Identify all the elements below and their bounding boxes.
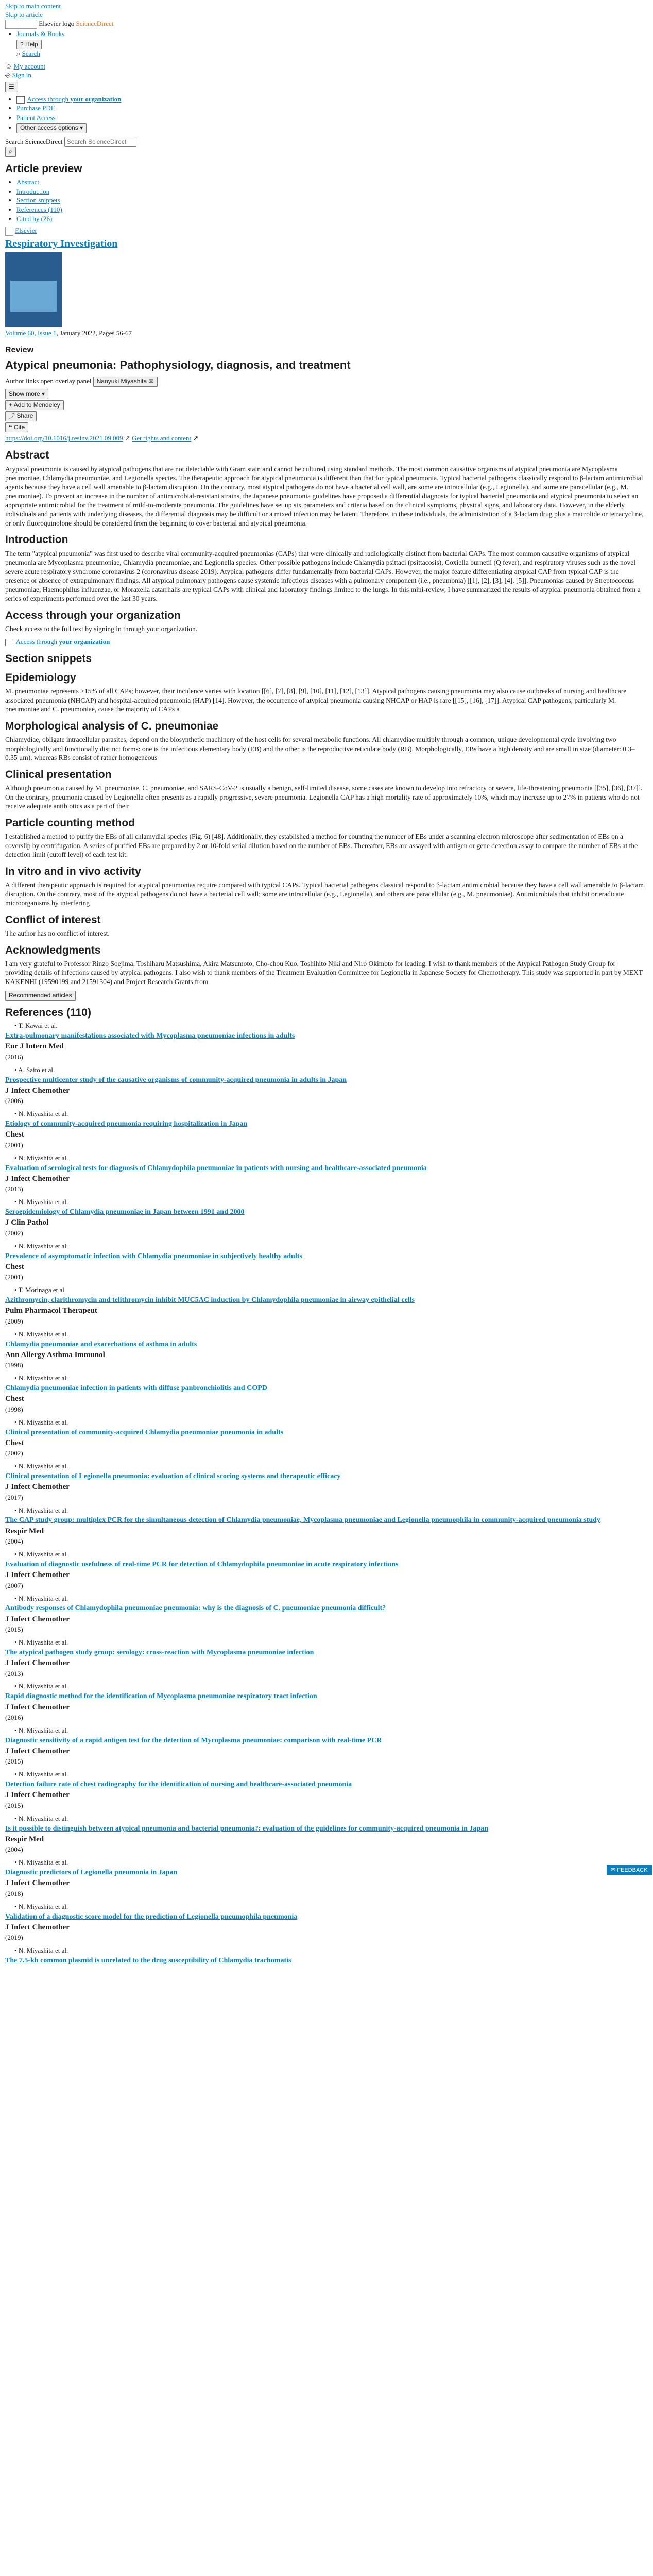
search-link[interactable]: Search: [22, 49, 40, 58]
reference-year: (1998): [5, 1405, 23, 1413]
reference-journal: Chest: [5, 1438, 24, 1447]
reference-title-link[interactable]: Detection failure rate of chest radiography for the identification of nursing and healthcare-associated pneumonia: [5, 1781, 352, 1789]
snippet-text: I established a method to purify the EBs of all chlamydial species (Fig. 6) [48]. Additionally, they established a method for counting the number of EBs under a scanning electron microscope after sedimentation of EBs on a coverslip by centrifugation. A series of purified EBs are prepared by 2 or 10-fold serial dilution based on the number of EBs. Thereafter, EBs are assayed with antigen or gene detection assay to compare the number of EBs at the detection limit (cutoff level) of each test kit.: [5, 833, 638, 859]
reference-item: [5, 1858, 644, 1898]
reference-item: [5, 1462, 644, 1502]
skip-to-article-link[interactable]: Skip to article: [5, 10, 43, 19]
access-options: [16, 95, 644, 113]
institution-icon: [5, 639, 13, 646]
reference-author: • N. Miyashita et al.: [14, 1638, 68, 1646]
reference-author: • T. Morinaga et al.: [14, 1286, 66, 1294]
article-type: Review: [5, 346, 34, 355]
toc-abstract[interactable]: • Abstract: [16, 178, 644, 187]
snippet-heading: Epidemiology: [5, 672, 76, 684]
reference-item: [5, 1550, 644, 1590]
reference-title-link[interactable]: Rapid diagnostic method for the identification of Mycoplasma pneumoniae respiratory tract infection: [5, 1692, 317, 1701]
publisher-link[interactable]: Elsevier: [15, 227, 37, 235]
reference-list: [5, 1022, 644, 1965]
patient-access-item[interactable]: • Patient Access: [16, 114, 644, 123]
journal-cover[interactable]: [5, 252, 62, 327]
cite-button[interactable]: ❝ Cite: [5, 422, 28, 433]
journal-title[interactable]: Respiratory Investigation: [5, 238, 118, 250]
article-preview-heading: Article preview: [5, 163, 82, 175]
main-nav: [16, 30, 644, 39]
reference-year: (2009): [5, 1317, 23, 1325]
account-row: [5, 62, 644, 71]
reference-item: [5, 1815, 644, 1854]
reference-author: • N. Miyashita et al.: [14, 1858, 68, 1867]
access-text: Check access to the full text by signing in through your organization.: [5, 625, 198, 633]
snippet-heading: In vitro and in vivo activity: [5, 865, 141, 877]
reference-author: • N. Miyashita et al.: [14, 1374, 68, 1382]
reference-item: [5, 1726, 644, 1766]
reference-item: [5, 1418, 644, 1458]
reference-year: (2007): [5, 1581, 23, 1589]
elsevier-logo[interactable]: [5, 20, 37, 29]
reference-journal: J Infect Chemother: [5, 1923, 70, 1931]
nav-journals-books[interactable]: • Journals & Books: [16, 30, 644, 39]
publisher-logo-row: [5, 227, 644, 236]
reference-author: • N. Miyashita et al.: [14, 1110, 68, 1118]
reference-item: [5, 1946, 644, 1965]
abstract-heading: Abstract: [5, 449, 49, 462]
reference-year: (2013): [5, 1669, 23, 1677]
author-row: [5, 377, 644, 387]
purchase-pdf-item[interactable]: • Purchase PDF: [16, 104, 644, 113]
share-button[interactable]: ⤴ Share: [5, 411, 37, 421]
search-icon: ⌕: [16, 49, 21, 58]
reference-year: (2015): [5, 1625, 23, 1634]
reference-year: (2019): [5, 1934, 23, 1942]
snippet-text: Chlamydiae, obligate intracellular parasites, depend on the biosynthetic machinery of the host cells for several metabolic functions. All chlamydiae multiply through a common, unique developmental cycle involving two morphologically and functionally distinct forms: one is the infectious elementary body (EB) and the other is the reproductive reticulate body (RB). Morphologically, EBs have a high density and are small in size (diameter: 0.3–0.35 μm), whereas RBs consist of rather homogeneous: [5, 736, 635, 762]
chevron-down-icon: ▾: [80, 124, 83, 132]
reference-journal: J Infect Chemother: [5, 1571, 70, 1580]
snippet-text: The author has no conflict of interest.: [5, 929, 110, 938]
sciencedirect-wordmark[interactable]: ScienceDirect: [76, 19, 114, 27]
reference-journal: J Infect Chemother: [5, 1747, 70, 1755]
article-preview-toc: [16, 178, 644, 224]
reference-year: (2001): [5, 1141, 23, 1149]
snippet-heading: Clinical presentation: [5, 768, 112, 781]
skip-links: [5, 2, 644, 20]
reference-journal: Respir Med: [5, 1527, 44, 1535]
search-submit-button[interactable]: [5, 147, 16, 157]
reference-author: • N. Miyashita et al.: [14, 1946, 68, 1955]
reference-year: (2004): [5, 1845, 23, 1854]
reference-item: [5, 1154, 644, 1194]
reference-journal: Pulm Pharmacol Therapeut: [5, 1307, 97, 1315]
reference-journal: J Infect Chemother: [5, 1879, 70, 1888]
reference-author: • N. Miyashita et al.: [14, 1506, 68, 1514]
reference-title-link[interactable]: Evaluation of diagnostic usefulness of real-time PCR for detection of Chlamydophila pneumoniae in acute respiratory infections: [5, 1560, 399, 1568]
access-through-button[interactable]: Access through your organization: [5, 638, 644, 647]
reference-title-link[interactable]: Chlamydia pneumoniae and exacerbations of asthma in adults: [5, 1340, 197, 1348]
journal-issue: Volume 60, Issue 1, January 2022, Pages 56-67: [5, 329, 132, 337]
reference-journal: J Infect Chemother: [5, 1659, 70, 1668]
reference-item: [5, 1242, 644, 1282]
reference-title-link[interactable]: Validation of a diagnostic score model for the prediction of Legionella pneumophila pneumonia: [5, 1912, 298, 1921]
reference-journal: J Infect Chemother: [5, 1615, 70, 1623]
reference-author: • N. Miyashita et al.: [14, 1902, 68, 1910]
reference-year: (2015): [5, 1801, 23, 1809]
menu-row: [5, 82, 644, 92]
publisher-logo[interactable]: [5, 227, 13, 236]
sign-in-link[interactable]: Sign in: [12, 71, 31, 79]
snippet-heading: Conflict of interest: [5, 913, 101, 926]
snippet-heading: Acknowledgments: [5, 944, 101, 956]
site-header: [5, 20, 644, 92]
access-institution-item[interactable]: • Access through your organization: [16, 95, 644, 104]
snippets-heading: Section snippets: [5, 652, 92, 665]
reference-year: (2016): [5, 1714, 23, 1722]
reference-author: • N. Miyashita et al.: [14, 1154, 68, 1162]
reference-author: • N. Miyashita et al.: [14, 1198, 68, 1206]
reference-title-link[interactable]: Prospective multicenter study of the causative organisms of community-acquired pneumonia in adults in Japan: [5, 1076, 347, 1084]
reference-journal: J Infect Chemother: [5, 1174, 70, 1183]
help-button[interactable]: ? Help: [16, 40, 42, 50]
reference-year: (2016): [5, 1053, 23, 1061]
other-access-button[interactable]: Other access options ▾: [16, 123, 87, 133]
reference-item: [5, 1770, 644, 1810]
my-account-link[interactable]: My account: [13, 62, 46, 71]
reference-item: [5, 1066, 644, 1106]
reference-item: [5, 1595, 644, 1634]
reference-item: [5, 1682, 644, 1722]
volume-link[interactable]: Volume 60, Issue 1: [5, 329, 57, 337]
reference-title-link[interactable]: Extra-pulmonary manifestations associated with Mycoplasma pneumoniae infections in adults: [5, 1032, 295, 1040]
access-heading: Access through your organization: [5, 609, 181, 622]
reference-year: (2002): [5, 1449, 23, 1458]
toc-cited-by[interactable]: • Cited by (26): [16, 215, 644, 224]
reference-author: • N. Miyashita et al.: [14, 1330, 68, 1338]
snippet-text: A different therapeutic approach is required for atypical pneumonias require compared with typical CAPs. Typical bacterial pathogens classical respond to β-lactam antimicrobial because they have a cell wall amenable to β-lactam disruption. On the contrary, most of the atypical pathogens do not have a bacterial cell wall; some are intracellular (e.g., Legionella), and others are paracellular (e.g., M. pneumoniae). Antimicrobials that inhibit or eradicate microorganisms by interfering: [5, 881, 644, 907]
reference-journal: J Clin Pathol: [5, 1218, 49, 1227]
introduction-text: The term "atypical pneumonia" was first used to describe viral community-acquired pneumonias (CAPs) that were clinically and radiologically distinct from bacterial CAPs. The most common causative organisms of atypical pneumonia are Mycoplasma pneumoniae, Chlamydia pneumoniae, and Legionella species. Other possible pathogens include Chlamydia psittaci (psittacosis), Coxiella burnetii (Q fever), and respiratory viruses such as the novel severe acute respiratory syndrome coronavirus 2 (coronavirus disease 2019). Atypical pathogens differ fundamentally from bacterial CAPs. However, the major feature differentiating atypical CAP from typical CAP is the presence or absence of extrapulmonary findings. All atypical pulmonary pathogens cause systemic infectious diseases with a pulmonary component (i.e., pneumonia) [[1], [2], [3], [4], [5]]. Pneumonias caused by Streptococcus pneumoniae, Haemophilus influenzae, or Moraxella catarrhalis are typical CAPs with clinical and laboratory findings limited to the lungs. In this mini-review, I have summarized the results of atypical pneumonia obtained from a series of experiments performed over the last 30 years.: [5, 549, 641, 603]
snippet-heading: Morphological analysis of C. pneumoniae: [5, 720, 219, 732]
signin-row: [5, 71, 644, 80]
introduction-heading: Introduction: [5, 534, 68, 546]
reference-journal: Ann Allergy Asthma Immunol: [5, 1350, 105, 1359]
external-link-icon: ↗: [193, 434, 199, 443]
quote-icon: ❝: [9, 423, 12, 431]
abstract-text: Atypical pneumonia is caused by atypical pathogens that are not detectable with Gram stain and cannot be cultured using standard methods. The most common causative organisms of atypical pneumonia are Mycoplasma pneumoniae, Chlamydia pneumoniae, and Legionella species. The therapeutic approach for atypical pneumonia is different than that for typical pneumonia. Typical bacterial pathogens classically respond to β-lactam antimicrobial agents because they have a cell wall amenable to β-lactam disruption. On the contrary, most atypical pathogens do not have a bacterial cell wall, are some are intracellular (e.g., Legionella), and some are paracellular (e.g., M. pneumoniae). To prevent an increase in the number of antimicrobial-resistant strains, the Japanese pneumonia guidelines have proposed a differential diagnosis for typical bacterial pneumonia and atypical pneumonia to select an appropriate antimicrobial for the treatment of mild-to-moderate pneumonia. The guidelines have set up six parameters and criteria based on the clinical symptoms, physical signs, and laboratory data. However, in the elderly individuals and patients with underlying diseases, the differential diagnosis may be difficult or a mixed infection may be latent. Therefore, in these individuals, the administration of a β-lactam drug plus a macrolide or tetracycline, or only fluoroquinolone should be considered from the beginning to cover bacterial and atypical pneumonia.: [5, 465, 644, 527]
snippet-text: I am very grateful to Professor Rinzo Soejima, Toshiharu Matsushima, Akira Matsumoto, Cho-chou Kuo, Toshihito Niki and Niro Okimoto for leading. I wish to thank members of the Atypical Pathogen Study Group for providing details of infections caused by atypical pathogens. I also wish to thank members of the Treatment Evaluation Committee for Legionella in Japanese Society for Chemotherapy. This study was supported in part by MEXT KAKENHI (19590199 and 21591304) and Project Research Grants from: [5, 959, 643, 986]
toc-references[interactable]: • References (110): [16, 206, 644, 214]
article-tools: [5, 389, 644, 432]
reference-title-link[interactable]: Antibody responses of Chlamydophila pneumoniae pneumonia: why is the diagnosis of C. pneumoniae pneumonia difficult?: [5, 1604, 386, 1613]
reference-journal: Eur J Intern Med: [5, 1042, 64, 1051]
reference-title-link[interactable]: Evaluation of serological tests for diagnosis of Chlamydophila pneumoniae in patients with nursing and healthcare-associated pneumonia: [5, 1164, 427, 1172]
reference-title-link[interactable]: The CAP study group: multiplex PCR for the simultaneous detection of Chlamydia pneumoniae, Mycoplasma pneumoniae and Legionella pneumophila in community-acquired pneumonia study: [5, 1516, 600, 1524]
search-sd-label: Search ScienceDirect: [5, 137, 63, 145]
reference-item: [5, 1110, 644, 1149]
reference-title-link[interactable]: Diagnostic predictors of Legionella pneumonia in Japan: [5, 1869, 178, 1877]
doi-link[interactable]: https://doi.org/10.1016/j.resinv.2021.09.009: [5, 434, 123, 443]
user-icon: ☺: [5, 62, 12, 71]
reference-author: • N. Miyashita et al.: [14, 1594, 68, 1602]
chevron-down-icon: ▾: [42, 390, 45, 398]
reference-author: • N. Miyashita et al.: [14, 1682, 68, 1690]
reference-author: • N. Miyashita et al.: [14, 1814, 68, 1822]
skip-to-main-link[interactable]: Skip to main content: [5, 2, 61, 10]
reference-item: [5, 1022, 644, 1061]
reference-title-link[interactable]: Seroepidemiology of Chlamydia pneumoniae in Japan between 1991 and 2000: [5, 1208, 245, 1216]
reference-title-link[interactable]: The 7.5-kb common plasmid is unrelated to the drug susceptibility of Chlamydia trachomatis: [5, 1957, 291, 1965]
reference-year: (1998): [5, 1361, 23, 1369]
reference-title-link[interactable]: Etiology of community-acquired pneumonia requiring hospitalization in Japan: [5, 1120, 248, 1128]
external-link-icon: ↗: [124, 434, 130, 443]
reference-item: [5, 1374, 644, 1414]
search-row: [16, 49, 644, 58]
reference-title-link[interactable]: Chlamydia pneumoniae infection in patients with diffuse panbronchiolitis and COPD: [5, 1384, 267, 1393]
reference-journal: J Infect Chemother: [5, 1791, 70, 1800]
reference-journal: Chest: [5, 1130, 24, 1139]
reference-year: (2017): [5, 1493, 23, 1501]
article-title: Atypical pneumonia: Pathophysiology, diagnosis, and treatment: [5, 358, 351, 371]
reference-item: [5, 1330, 644, 1370]
reference-year: (2004): [5, 1537, 23, 1546]
reference-author: • N. Miyashita et al.: [14, 1726, 68, 1734]
reference-author: • N. Miyashita et al.: [14, 1462, 68, 1470]
author-button[interactable]: Naoyuki Miyashita ✉: [93, 377, 158, 387]
feedback-icon: ✉: [611, 1867, 616, 1873]
help-row: [5, 40, 644, 50]
plus-icon: +: [9, 401, 13, 409]
toc-introduction[interactable]: • Introduction: [16, 188, 644, 196]
help-icon: ?: [20, 40, 24, 48]
add-mendeley-button[interactable]: + Add to Mendeley: [5, 400, 64, 411]
feedback-button[interactable]: ✉ FEEDBACK: [607, 1865, 652, 1875]
reference-year: (2013): [5, 1185, 23, 1193]
reference-year: (2018): [5, 1889, 23, 1897]
reference-title-link[interactable]: Azithromycin, clarithromycin and telithromycin inhibit MUC5AC induction by Chlamydophila pneumoniae in airway epithelial cells: [5, 1296, 415, 1304]
rights-link[interactable]: Get rights and content: [132, 434, 192, 443]
reference-year: (2015): [5, 1757, 23, 1766]
reference-author: • A. Saito et al.: [14, 1065, 55, 1074]
snippet-heading: Particle counting method: [5, 817, 135, 829]
reference-title-link[interactable]: Clinical presentation of community-acquired Chlamydia pneumoniae pneumonia in adults: [5, 1428, 284, 1436]
reference-journal: Chest: [5, 1395, 24, 1403]
toc-section-snippets[interactable]: • Section snippets: [16, 196, 644, 205]
reference-author: • N. Miyashita et al.: [14, 1770, 68, 1778]
patient-access-list: [16, 114, 644, 133]
reference-author: • N. Miyashita et al.: [14, 1242, 68, 1250]
reference-item: [5, 1286, 644, 1326]
reference-item: [5, 1506, 644, 1546]
references-heading: References (110): [5, 1007, 91, 1019]
search-sciencedirect: [5, 137, 644, 157]
snippet-text: M. pneumoniae represents >15% of all CAPs; however, their incidence varies with location [[6], [7], [8], [9], [10], [11], [12], [13]]. Atypical pathogens causing pneumonia may also cause outbreaks of nursing and healthcare associated pneumonia (NHCAP) and hospital-acquired pneumonia (HAP) [14]. However, the occurrence of atypical pneumonia causing NHCAP or HAP is rare [[15], [16], [17]]. Atypical CAP pathogens, particularly M. pneumoniae and C. pneumoniae, cause the majority of CAPs a: [5, 687, 627, 714]
reference-title-link[interactable]: Prevalence of asymptomatic infection with Chlamydia pneumoniae in subjectively healthy adults: [5, 1252, 302, 1260]
reference-title-link[interactable]: Clinical presentation of Legionella pneumonia: evaluation of clinical scoring systems and therapeutic efficacy: [5, 1472, 341, 1480]
envelope-icon: ✉: [148, 378, 154, 385]
other-access-item: [16, 123, 644, 133]
author-note: Author links open overlay panel: [5, 377, 92, 385]
elsevier-logo-alt: Elsevier logo: [39, 19, 75, 27]
show-more-button[interactable]: Show more ▾: [5, 389, 48, 399]
reference-title-link[interactable]: Is it possible to distinguish between atypical pneumonia and bacterial pneumonia?: evaluation of the guidelines for community-acquired pneumonia in Japan: [5, 1824, 488, 1833]
reference-journal: J Infect Chemother: [5, 1086, 70, 1095]
reference-item: [5, 1638, 644, 1678]
search-icon: ⌕: [9, 147, 12, 155]
reference-year: (2006): [5, 1097, 23, 1105]
doi-row: [5, 434, 644, 443]
reference-item: [5, 1198, 644, 1238]
share-icon: ⤴: [9, 412, 15, 420]
signin-icon: ⎆: [5, 71, 11, 79]
reference-year: (2002): [5, 1229, 23, 1237]
institution-icon: [16, 96, 25, 104]
reference-item: [5, 1903, 644, 1942]
reference-journal: J Infect Chemother: [5, 1703, 70, 1711]
recommended-articles-button[interactable]: Recommended articles: [5, 991, 76, 1001]
reference-journal: J Infect Chemother: [5, 1483, 70, 1492]
reference-author: • T. Kawai et al.: [14, 1022, 58, 1030]
snippet-text: Although pneumonia caused by M. pneumoniae, C. pneumoniae, and SARS-CoV-2 is usually a benign, self-limited disease, some cases are known to develop into refractory or severe, life-threatening pneumonia [[35], [36], [37]]. On the contrary, pneumonia caused by Legionella often presents as a rapidly progressive, severe pneumonia. Legionella CAP has a high mortality rate of approximately 10%, which may increase up to 27% in patients who do not receive adequate antibiotics as a part of their: [5, 784, 643, 810]
hamburger-menu-button[interactable]: ☰: [5, 82, 18, 92]
reference-journal: Respir Med: [5, 1835, 44, 1843]
reference-title-link[interactable]: Diagnostic sensitivity of a rapid antigen test for the detection of Mycoplasma pneumoniae: comparison with real-time PCR: [5, 1736, 382, 1744]
reference-author: • N. Miyashita et al.: [14, 1418, 68, 1426]
reference-title-link[interactable]: The atypical pathogen study group: serology: cross-reaction with Mycoplasma pneumoniae infection: [5, 1648, 314, 1656]
reference-year: (2001): [5, 1273, 23, 1281]
reference-author: • N. Miyashita et al.: [14, 1550, 68, 1558]
search-sd-input[interactable]: [64, 137, 136, 147]
reference-journal: Chest: [5, 1262, 24, 1271]
